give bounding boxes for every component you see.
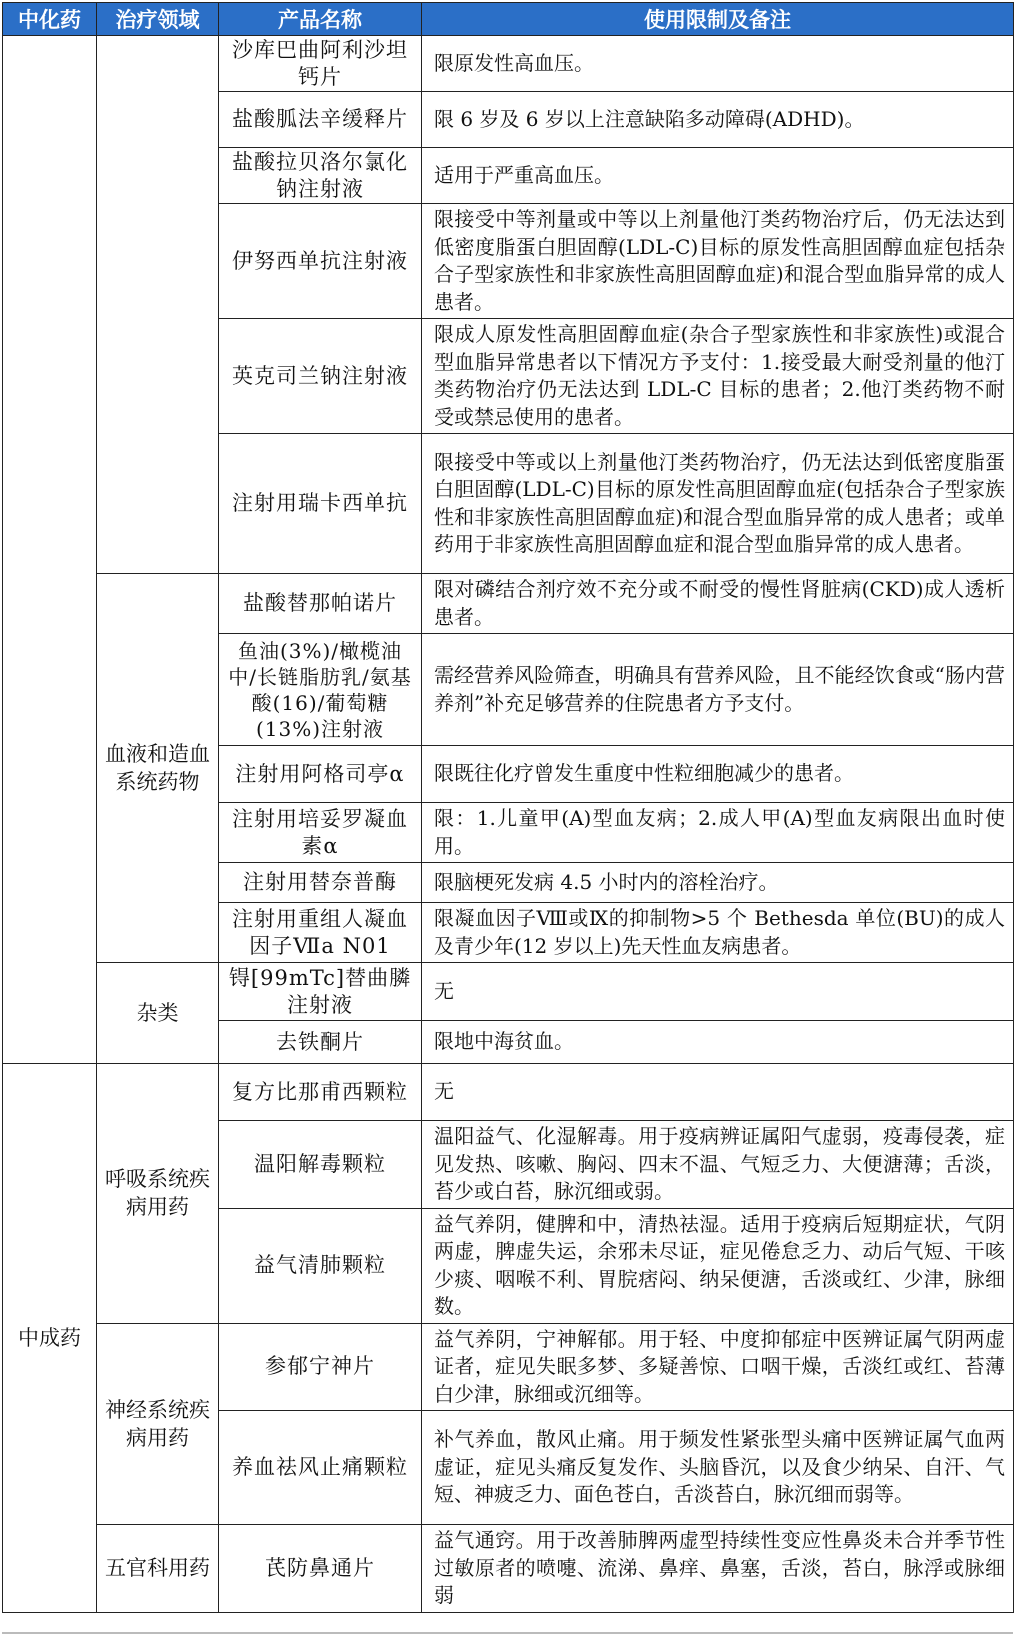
- table-row: [3, 1323, 1014, 1411]
- product-name: 注射用替奈普酶: [219, 863, 422, 903]
- usage-note: 温阳益气、化湿解毒。用于疫病辨证属阳气虚弱，疫毒侵袭，症见发热、咳嗽、胸闷、四末不温、气短乏力、大便溏薄；舌淡，苔少或白苔，脉沉细或弱。: [422, 1121, 1014, 1209]
- product-name: 锝[99mTc]替曲膦注射液: [219, 963, 422, 1021]
- usage-note: 限对磷结合剂疗效不充分或不耐受的慢性肾脏病(CKD)成人透析患者。: [422, 574, 1014, 634]
- product-name: 盐酸拉贝洛尔氯化钠注射液: [219, 148, 422, 204]
- header-category: 中化药: [3, 3, 97, 36]
- category-western: [3, 36, 97, 1064]
- drug-table: [2, 2, 1014, 1613]
- product-name: 盐酸替那帕诺片: [219, 574, 422, 634]
- product-name: 注射用瑞卡西单抗: [219, 434, 422, 574]
- table-row: [3, 963, 1014, 1021]
- usage-note: 适用于严重高血压。: [422, 148, 1014, 204]
- product-name: 鱼油(3%)/橄榄油中/长链脂肪乳/氨基酸(16)/葡萄糖(13%)注射液: [219, 634, 422, 746]
- usage-note: 限接受中等剂量或中等以上剂量他汀类药物治疗后，仍无法达到低密度脂蛋白胆固醇(LDL-C)目标的原发性高胆固醇血症包括杂合子型家族性和非家族性高胆固醇血症)和混合型血脂异常的成人患者。: [422, 204, 1014, 319]
- usage-note: 益气养阴，健脾和中，清热祛湿。适用于疫病后短期症状，气阴两虚，脾虚失运，余邪未尽证，症见倦怠乏力、动后气短、干咳少痰、咽喉不利、胃脘痞闷、纳呆便溏，舌淡或红、少津，脉细数。: [422, 1208, 1014, 1323]
- usage-note: 限脑梗死发病 4.5 小时内的溶栓治疗。: [422, 863, 1014, 903]
- product-name: 复方比那甫西颗粒: [219, 1064, 422, 1121]
- product-name: 伊努西单抗注射液: [219, 204, 422, 319]
- usage-note: 补气养血，散风止痛。用于频发性紧张型头痛中医辨证属气血两虚证，症见头痛反复发作、头脑昏沉，以及食少纳呆、自汗、气短、神疲乏力、面色苍白，舌淡苔白，脉沉细而弱等。: [422, 1411, 1014, 1525]
- usage-note: 限地中海贫血。: [422, 1021, 1014, 1064]
- product-name: 盐酸胍法辛缓释片: [219, 92, 422, 148]
- product-name: 温阳解毒颗粒: [219, 1121, 422, 1209]
- product-name: 注射用重组人凝血因子Ⅶa N01: [219, 903, 422, 963]
- product-name: 注射用阿格司亭α: [219, 746, 422, 803]
- area-misc: 杂类: [97, 963, 219, 1064]
- area-cardio: [97, 36, 219, 574]
- product-name: 去铁酮片: [219, 1021, 422, 1064]
- product-name: 芪防鼻通片: [219, 1525, 422, 1613]
- usage-note: 限：1.儿童甲(A)型血友病；2.成人甲(A)型血友病限出血时使用。: [422, 803, 1014, 863]
- usage-note: 限既往化疗曾发生重度中性粒细胞减少的患者。: [422, 746, 1014, 803]
- area-neuro: 神经系统疾病用药: [97, 1323, 219, 1525]
- product-name: 沙库巴曲阿利沙坦钙片: [219, 36, 422, 92]
- usage-note: 益气养阴，宁神解郁。用于轻、中度抑郁症中医辨证属气阴两虚证者，症见失眠多梦、多疑善惊、口咽干燥，舌淡红或红、苔薄白少津，脉细或沉细等。: [422, 1323, 1014, 1411]
- header-therapeutic-area: 治疗领域: [97, 3, 219, 36]
- table-row: [3, 1064, 1014, 1121]
- usage-note: 限接受中等或以上剂量他汀类药物治疗，仍无法达到低密度脂蛋白胆固醇(LDL-C)目标的原发性高胆固醇血症(包括杂合子型家族性和非家族性高胆固醇血症)和混合型血脂异常的成人患者；或单药用于非家族性高胆固醇血症和混合型血脂异常的成人患者。: [422, 434, 1014, 574]
- product-name: 益气清肺颗粒: [219, 1208, 422, 1323]
- usage-note: 无: [422, 1064, 1014, 1121]
- table-row: [3, 574, 1014, 634]
- usage-note: 限成人原发性高胆固醇血症(杂合子型家族性和非家族性)或混合型血脂异常患者以下情况方予支付：1.接受最大耐受剂量的他汀类药物治疗仍无法达到 LDL-C 目标的患者；2.他汀类药物不耐受或禁忌使用的患者。: [422, 319, 1014, 434]
- area-blood: 血液和造血系统药物: [97, 574, 219, 963]
- product-name: 养血祛风止痛颗粒: [219, 1411, 422, 1525]
- usage-note: 益气通窍。用于改善肺脾两虚型持续性变应性鼻炎未合并季节性过敏原者的喷嚏、流涕、鼻痒、鼻塞，舌淡，苔白，脉浮或脉细弱: [422, 1525, 1014, 1613]
- area-respiratory: 呼吸系统疾病用药: [97, 1064, 219, 1324]
- category-tcm: 中成药: [3, 1064, 97, 1613]
- product-name: 注射用培妥罗凝血素α: [219, 803, 422, 863]
- usage-note: 限 6 岁及 6 岁以上注意缺陷多动障碍(ADHD)。: [422, 92, 1014, 148]
- page-bottom-rule: [2, 1632, 1013, 1634]
- usage-note: 需经营养风险筛查，明确具有营养风险，且不能经饮食或“肠内营养剂”补充足够营养的住院患者方予支付。: [422, 634, 1014, 746]
- usage-note: 限原发性高血压。: [422, 36, 1014, 92]
- usage-note: 限凝血因子Ⅷ或Ⅸ的抑制物>5 个 Bethesda 单位(BU)的成人及青少年(12 岁以上)先天性血友病患者。: [422, 903, 1014, 963]
- product-name: 英克司兰钠注射液: [219, 319, 422, 434]
- area-ent: 五官科用药: [97, 1525, 219, 1613]
- header-restrictions-notes: 使用限制及备注: [422, 3, 1014, 36]
- header-row: [3, 3, 1014, 36]
- table-row: [3, 1525, 1014, 1613]
- table-row: [3, 36, 1014, 92]
- header-product-name: 产品名称: [219, 3, 422, 36]
- usage-note: 无: [422, 963, 1014, 1021]
- product-name: 参郁宁神片: [219, 1323, 422, 1411]
